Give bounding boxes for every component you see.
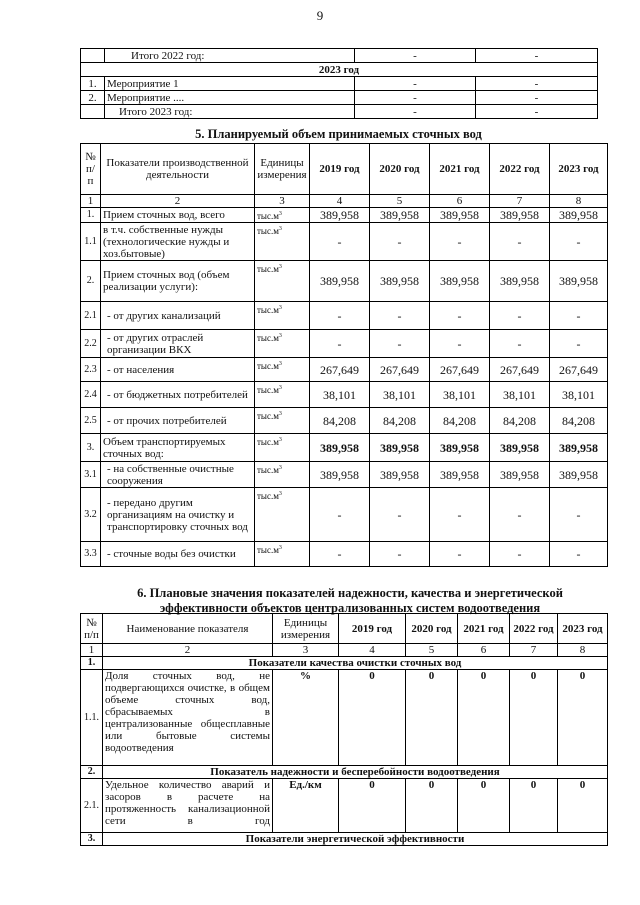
value-cell: 84,208: [490, 408, 550, 434]
value-cell: -: [310, 542, 370, 567]
value-cell: -: [370, 302, 430, 330]
value-cell: -: [490, 330, 550, 358]
table-row: 3.3 - сточные воды без очистки $тыс.м^3$ - - - - -: [81, 542, 608, 567]
value-cell: 389,958: [550, 434, 608, 462]
row-label: Объем транспортируемых сточных вод:: [101, 434, 255, 462]
value-cell: 389,958: [550, 261, 608, 302]
value-cell: -: [370, 542, 430, 567]
section6-title: 6. Плановые значения показателей надежности, качества и энергетической эффективности объектов централизованных систем водоотведения: [137, 586, 563, 615]
value-cell: 267,649: [550, 358, 608, 382]
table-row: 2.4 - от бюджетных потребителей $тыс.м^3$ 38,101 38,101 38,101 38,101 38,101: [81, 382, 608, 408]
value-cell: 38,101: [310, 382, 370, 408]
indicator-header: Показатели производственной деятельности: [101, 144, 255, 195]
unit-cell: $тыс.м^3$: [255, 434, 310, 462]
unit-cell: $тыс.м^3$: [255, 382, 310, 408]
value-cell: 38,101: [490, 382, 550, 408]
value-cell: -: [370, 223, 430, 261]
units-header: Единицы измерения: [255, 144, 310, 195]
untreated-share-label: Доля сточных вод, не подвергающихся очистке, в общем объеме сточных вод, сбрасываемых в централизованные общесплавные или бытовые системы водоотведения: [103, 670, 273, 766]
value-cell: 389,958: [550, 462, 608, 488]
row-label: в т.ч. собственные нужды (технологические нужды и хоз.бытовые): [101, 223, 255, 261]
measure-2: Мероприятие ....: [105, 91, 355, 105]
value-cell: 389,958: [310, 208, 370, 223]
row-label: - от других отраслей организации ВКХ: [101, 330, 255, 358]
value-cell: 267,649: [370, 358, 430, 382]
measure-1: Мероприятие 1: [105, 77, 355, 91]
unit-cell: $тыс.м^3$: [255, 330, 310, 358]
table-row: 3. Объем транспортируемых сточных вод: $тыс.м^3$ 389,958 389,958 389,958 389,958 389,958: [81, 434, 608, 462]
accidents-rate-label: Удельное количество аварий и засоров в расчете на протяженность канализационной сети в год: [103, 779, 273, 833]
section5-title: 5. Планируемый объем принимаемых сточных вод: [195, 127, 482, 141]
value-cell: -: [490, 542, 550, 567]
value-cell: 84,208: [430, 408, 490, 434]
table-row: 3.1 - на собственные очистные сооружения $тыс.м^3$ 389,958 389,958 389,958 389,958 389,958: [81, 462, 608, 488]
value-cell: 389,958: [370, 434, 430, 462]
value-cell: -: [310, 488, 370, 542]
total-2023-label: Итого 2023 год:: [105, 105, 355, 119]
value-cell: 84,208: [550, 408, 608, 434]
row-label: Прием сточных вод (объем реализации услуги):: [101, 261, 255, 302]
value-cell: 389,958: [430, 261, 490, 302]
value-cell: 389,958: [430, 462, 490, 488]
value-cell: -: [370, 330, 430, 358]
value-cell: 84,208: [310, 408, 370, 434]
row-label: - от других канализаций: [101, 302, 255, 330]
row-label: - от прочих потребителей: [101, 408, 255, 434]
value-cell: -: [310, 302, 370, 330]
value-cell: -: [490, 223, 550, 261]
table-row: 2.3 - от населения $тыс.м^3$ 267,649 267,649 267,649 267,649 267,649: [81, 358, 608, 382]
value-cell: -: [550, 330, 608, 358]
value-cell: 38,101: [550, 382, 608, 408]
value-cell: -: [310, 330, 370, 358]
year-2023-section: 2023 год: [81, 63, 598, 77]
value-cell: 389,958: [490, 462, 550, 488]
unit-cell: $тыс.м^3$: [255, 358, 310, 382]
table-row: 2.1 - от других канализаций $тыс.м^3$ - - - - -: [81, 302, 608, 330]
value-cell: 389,958: [490, 208, 550, 223]
value-cell: -: [430, 542, 490, 567]
value-cell: 389,958: [310, 261, 370, 302]
value-cell: -: [430, 330, 490, 358]
table-row: 3.2 - передано другим организациям на очистку и транспортировку сточных вод $тыс.м^3$ - - - - -: [81, 488, 608, 542]
row-label: - от населения: [101, 358, 255, 382]
total-2022-label: Итого 2022 год:: [105, 49, 355, 63]
page-number: 9: [316, 8, 324, 23]
value-cell: 389,958: [490, 434, 550, 462]
value-cell: -: [550, 488, 608, 542]
value-cell: 389,958: [550, 208, 608, 223]
quality-group-title: Показатели качества очистки сточных вод: [103, 657, 608, 670]
unit-cell: $тыс.м^3$: [255, 208, 310, 223]
value-cell: 267,649: [430, 358, 490, 382]
reliability-indicators-table: № п/п Наименование показателя Единицы измерения 2019 год 2020 год 2021 год 2022 год 2023 год 1 2 3 4 5 6 7 8 1. Показатели качества очистки сточных вод 1.1. Доля сточных вод, не подвергающихся очистке, в общем объеме сточных вод, сбрасываемых в централизованные общесплавные или бытовые системы водоотведения % 0 0 0 0 0 2. Показатель надежности и бесперебойности водоотведения 2.1. Удельное количество аварий и засоров в расчете на протяженность канализационной сети в год Ед./км 0 0 0 0 0 3. Показатели энергетической эффективности: [80, 613, 608, 846]
row-label: Прием сточных вод, всего: [101, 208, 255, 223]
value-cell: -: [550, 542, 608, 567]
value-cell: 389,958: [310, 462, 370, 488]
value-cell: -: [430, 223, 490, 261]
table-row: 2. Прием сточных вод (объем реализации услуги): $тыс.м^3$ 389,958 389,958 389,958 389,958 389,958: [81, 261, 608, 302]
table-row: 1.1 в т.ч. собственные нужды (технологические нужды и хоз.бытовые) $тыс.м^3$ - - - - -: [81, 223, 608, 261]
value-cell: -: [550, 302, 608, 330]
value-cell: 389,958: [430, 434, 490, 462]
row-label: - передано другим организациям на очистку и транспортировку сточных вод: [101, 488, 255, 542]
value-cell: 84,208: [370, 408, 430, 434]
row-label: - сточные воды без очистки: [101, 542, 255, 567]
value-cell: 38,101: [430, 382, 490, 408]
unit-cell: $тыс.м^3$: [255, 223, 310, 261]
unit-cell: $тыс.м^3$: [255, 488, 310, 542]
unit-cell: $тыс.м^3$: [255, 542, 310, 567]
table-row: 2.5 - от прочих потребителей $тыс.м^3$ 84,208 84,208 84,208 84,208 84,208: [81, 408, 608, 434]
row-label: - на собственные очистные сооружения: [101, 462, 255, 488]
value-cell: 389,958: [370, 208, 430, 223]
unit-cell: $тыс.м^3$: [255, 261, 310, 302]
value-cell: -: [490, 488, 550, 542]
value-cell: -: [430, 488, 490, 542]
indicator-name-header: Наименование показателя: [103, 614, 273, 644]
value-cell: -: [490, 302, 550, 330]
table-row: 2.2 - от других отраслей организации ВКХ $тыс.м^3$ - - - - -: [81, 330, 608, 358]
value-cell: -: [310, 223, 370, 261]
value-cell: -: [370, 488, 430, 542]
row-label: - от бюджетных потребителей: [101, 382, 255, 408]
measures-table: Итого 2022 год: - - 2023 год 1. Мероприятие 1 - - 2. Мероприятие .... - - Итого 2023 год: - -: [80, 48, 598, 119]
table-row: 1. Прием сточных вод, всего $тыс.м^3$ 389,958 389,958 389,958 389,958 389,958: [81, 208, 608, 223]
value-cell: 389,958: [430, 208, 490, 223]
value-cell: 38,101: [370, 382, 430, 408]
value-cell: -: [550, 223, 608, 261]
value-cell: 389,958: [370, 462, 430, 488]
value-cell: 389,958: [490, 261, 550, 302]
unit-cell: $тыс.м^3$: [255, 302, 310, 330]
unit-cell: $тыс.м^3$: [255, 462, 310, 488]
reliability-group-title: Показатель надежности и бесперебойности водоотведения: [103, 766, 608, 779]
value-cell: 389,958: [310, 434, 370, 462]
value-cell: 389,958: [370, 261, 430, 302]
value-cell: 267,649: [310, 358, 370, 382]
energy-group-title: Показатели энергетической эффективности: [103, 833, 608, 846]
value-cell: 267,649: [490, 358, 550, 382]
value-cell: -: [430, 302, 490, 330]
wastewater-volume-table: № п/ п Показатели производственной деятельности Единицы измерения 2019 год 2020 год 2021 год 2022 год 2023 год 1 2 3 4 5 6 7 8 1. Прием сточных вод, всего $тыс.м^3$ 389,958 389,958 389,958 389,958 389,958 1.1 в т.ч. собственные нужды (технологические нужды и хоз.бытовые) $тыс.м^3$ - - - - - 2. Прием сточных вод (объем реализации услуги): $тыс.м^3$ 389,958 389,958 389,958 389,958 389,958 2.1 - от других канализаций $тыс.м^3$ - - - - - 2.2 - от других отраслей организации ВКХ $тыс.м^3$ - - - - - 2.3 - от населения $тыс.м^3$ 267,649 267,649 267,649 267,649 267,649 2.4 - от бюджетных потребителей $тыс.м^3$ 38,101 38,101 38,101 38,101 38,101 2.5 - от прочих потребителей $тыс.м^3$ 84,208 84,208 84,208 84,208 84,208 3. Объем транспортируемых сточных вод: $тыс.м^3$ 389,958 389,958 389,958 389,958 389,958 3.1 - на собственные очистные сооружения $тыс.м^3$ 389,958 389,958 389,958 389,958 389,958 3.2 - передано другим организациям на очистку и транспортировку сточных вод $тыс.м^3$ - - - - - 3.3 - сточные воды без очистки $тыс.м^3$ - - - - -: [80, 143, 608, 567]
unit-cell: $тыс.м^3$: [255, 408, 310, 434]
